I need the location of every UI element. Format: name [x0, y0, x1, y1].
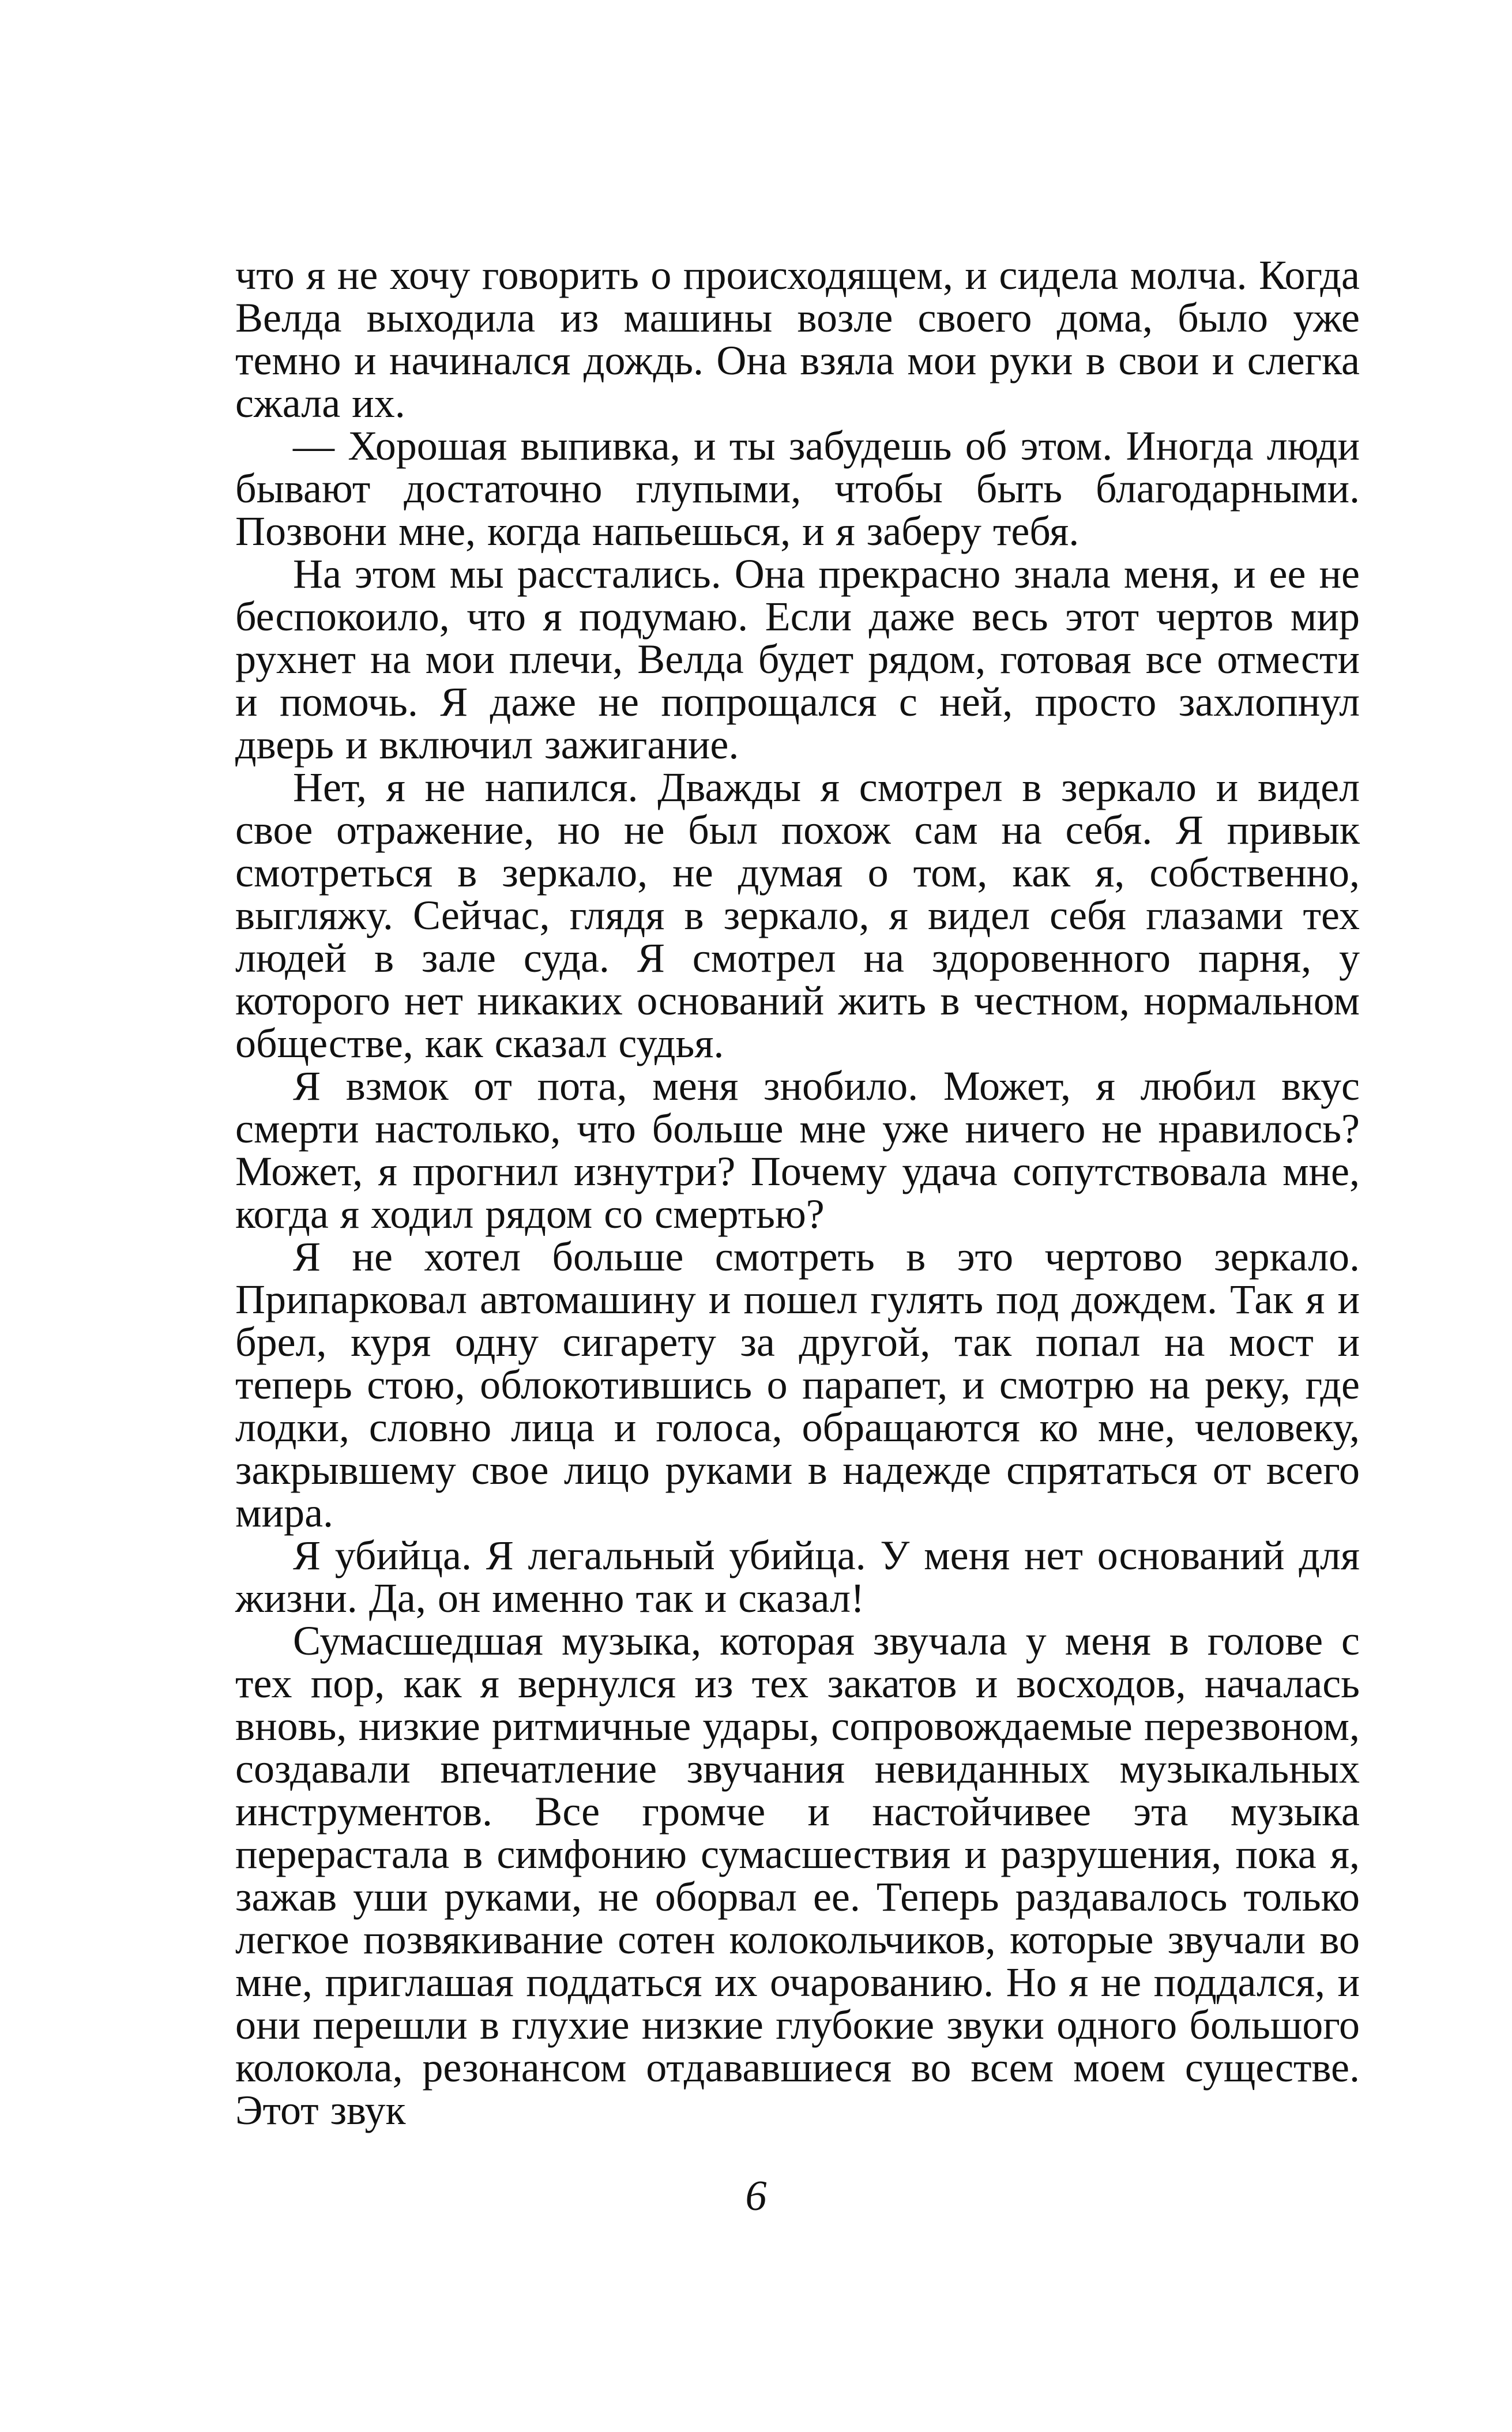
paragraph-6: Я не хотел больше смотреть в это чертово зеркало. Припарковал автомашину и пошел гулять под дождем. Так я и брел, куря одну сигарету за другой, так попал на мост и теперь стою, облокотившись о парапет, и смотрю на реку, где лодки, словно лица и голоса, обращаются ко мне, человеку, закрывшему свое лицо руками в надежде спрятаться от всего мира.: [235, 1234, 1360, 1536]
paragraph-5: Я взмок от пота, меня знобило. Может, я любил вкус смерти настолько, что больше мне уже ничего не нравилось? Может, я прогнил изнутри? Почему удача сопутствовала мне, когда я ходил рядом со смертью?: [235, 1063, 1360, 1237]
paragraph-4: Нет, я не напился. Дважды я смотрел в зеркало и видел свое отражение, но не был похож сам на себя. Я привык смотреться в зеркало, не думая о том, как я, собственно, выгляжу. Сейчас, глядя в зеркало, я видел себя глазами тех людей в зале суда. Я смотрел на здоровенного парня, у которого нет никаких оснований жить в честном, нормальном обществе, как сказал судья.: [235, 764, 1360, 1066]
paragraph-7: Я убийца. Я легальный убийца. У меня нет оснований для жизни. Да, он именно так и сказал!: [235, 1532, 1360, 1621]
paragraph-1: что я не хочу говорить о происходящем, и сидела молча. Когда Велда выходила из машины возле своего дома, было уже темно и начинался дождь. Она взяла мои руки в свои и слегка сжала их.: [235, 252, 1360, 426]
paragraph-8: Сумасшедшая музыка, которая звучала у меня в голове с тех пор, как я вернулся из тех закатов и восходов, началась вновь, низкие ритмичные удары, сопровождаемые перезвоном, создавали впечатление звучания невиданных музыкальных инструментов. Все громче и настойчивее эта музыка перерастала в симфонию сумасшествия и разрушения, пока я, зажав уши руками, не оборвал ее. Теперь раздавалось только легкое позвякивание сотен колокольчиков, которые звучали во мне, приглашая поддаться их очарованию. Но я не поддался, и они перешли в глухие низкие глубокие звуки одного большого колокола, резонансом отдававшиеся во всем моем существе. Этот звук: [235, 1618, 1360, 2133]
paragraph-2: — Хорошая выпивка, и ты забудешь об этом. Иногда люди бывают достаточно глупыми, чтобы быть благодарными. Позвони мне, когда напьешься, и я заберу тебя.: [235, 423, 1360, 554]
page-number: 6: [745, 2172, 767, 2220]
paragraph-3: На этом мы расстались. Она прекрасно знала меня, и ее не беспокоило, что я подумаю. Если даже весь этот чертов мир рухнет на мои плечи, Велда будет рядом, готовая все отмести и помочь. Я даже не попрощался с ней, просто захлопнул дверь и включил зажигание.: [235, 551, 1360, 768]
page-body: [235, 254, 1360, 2132]
